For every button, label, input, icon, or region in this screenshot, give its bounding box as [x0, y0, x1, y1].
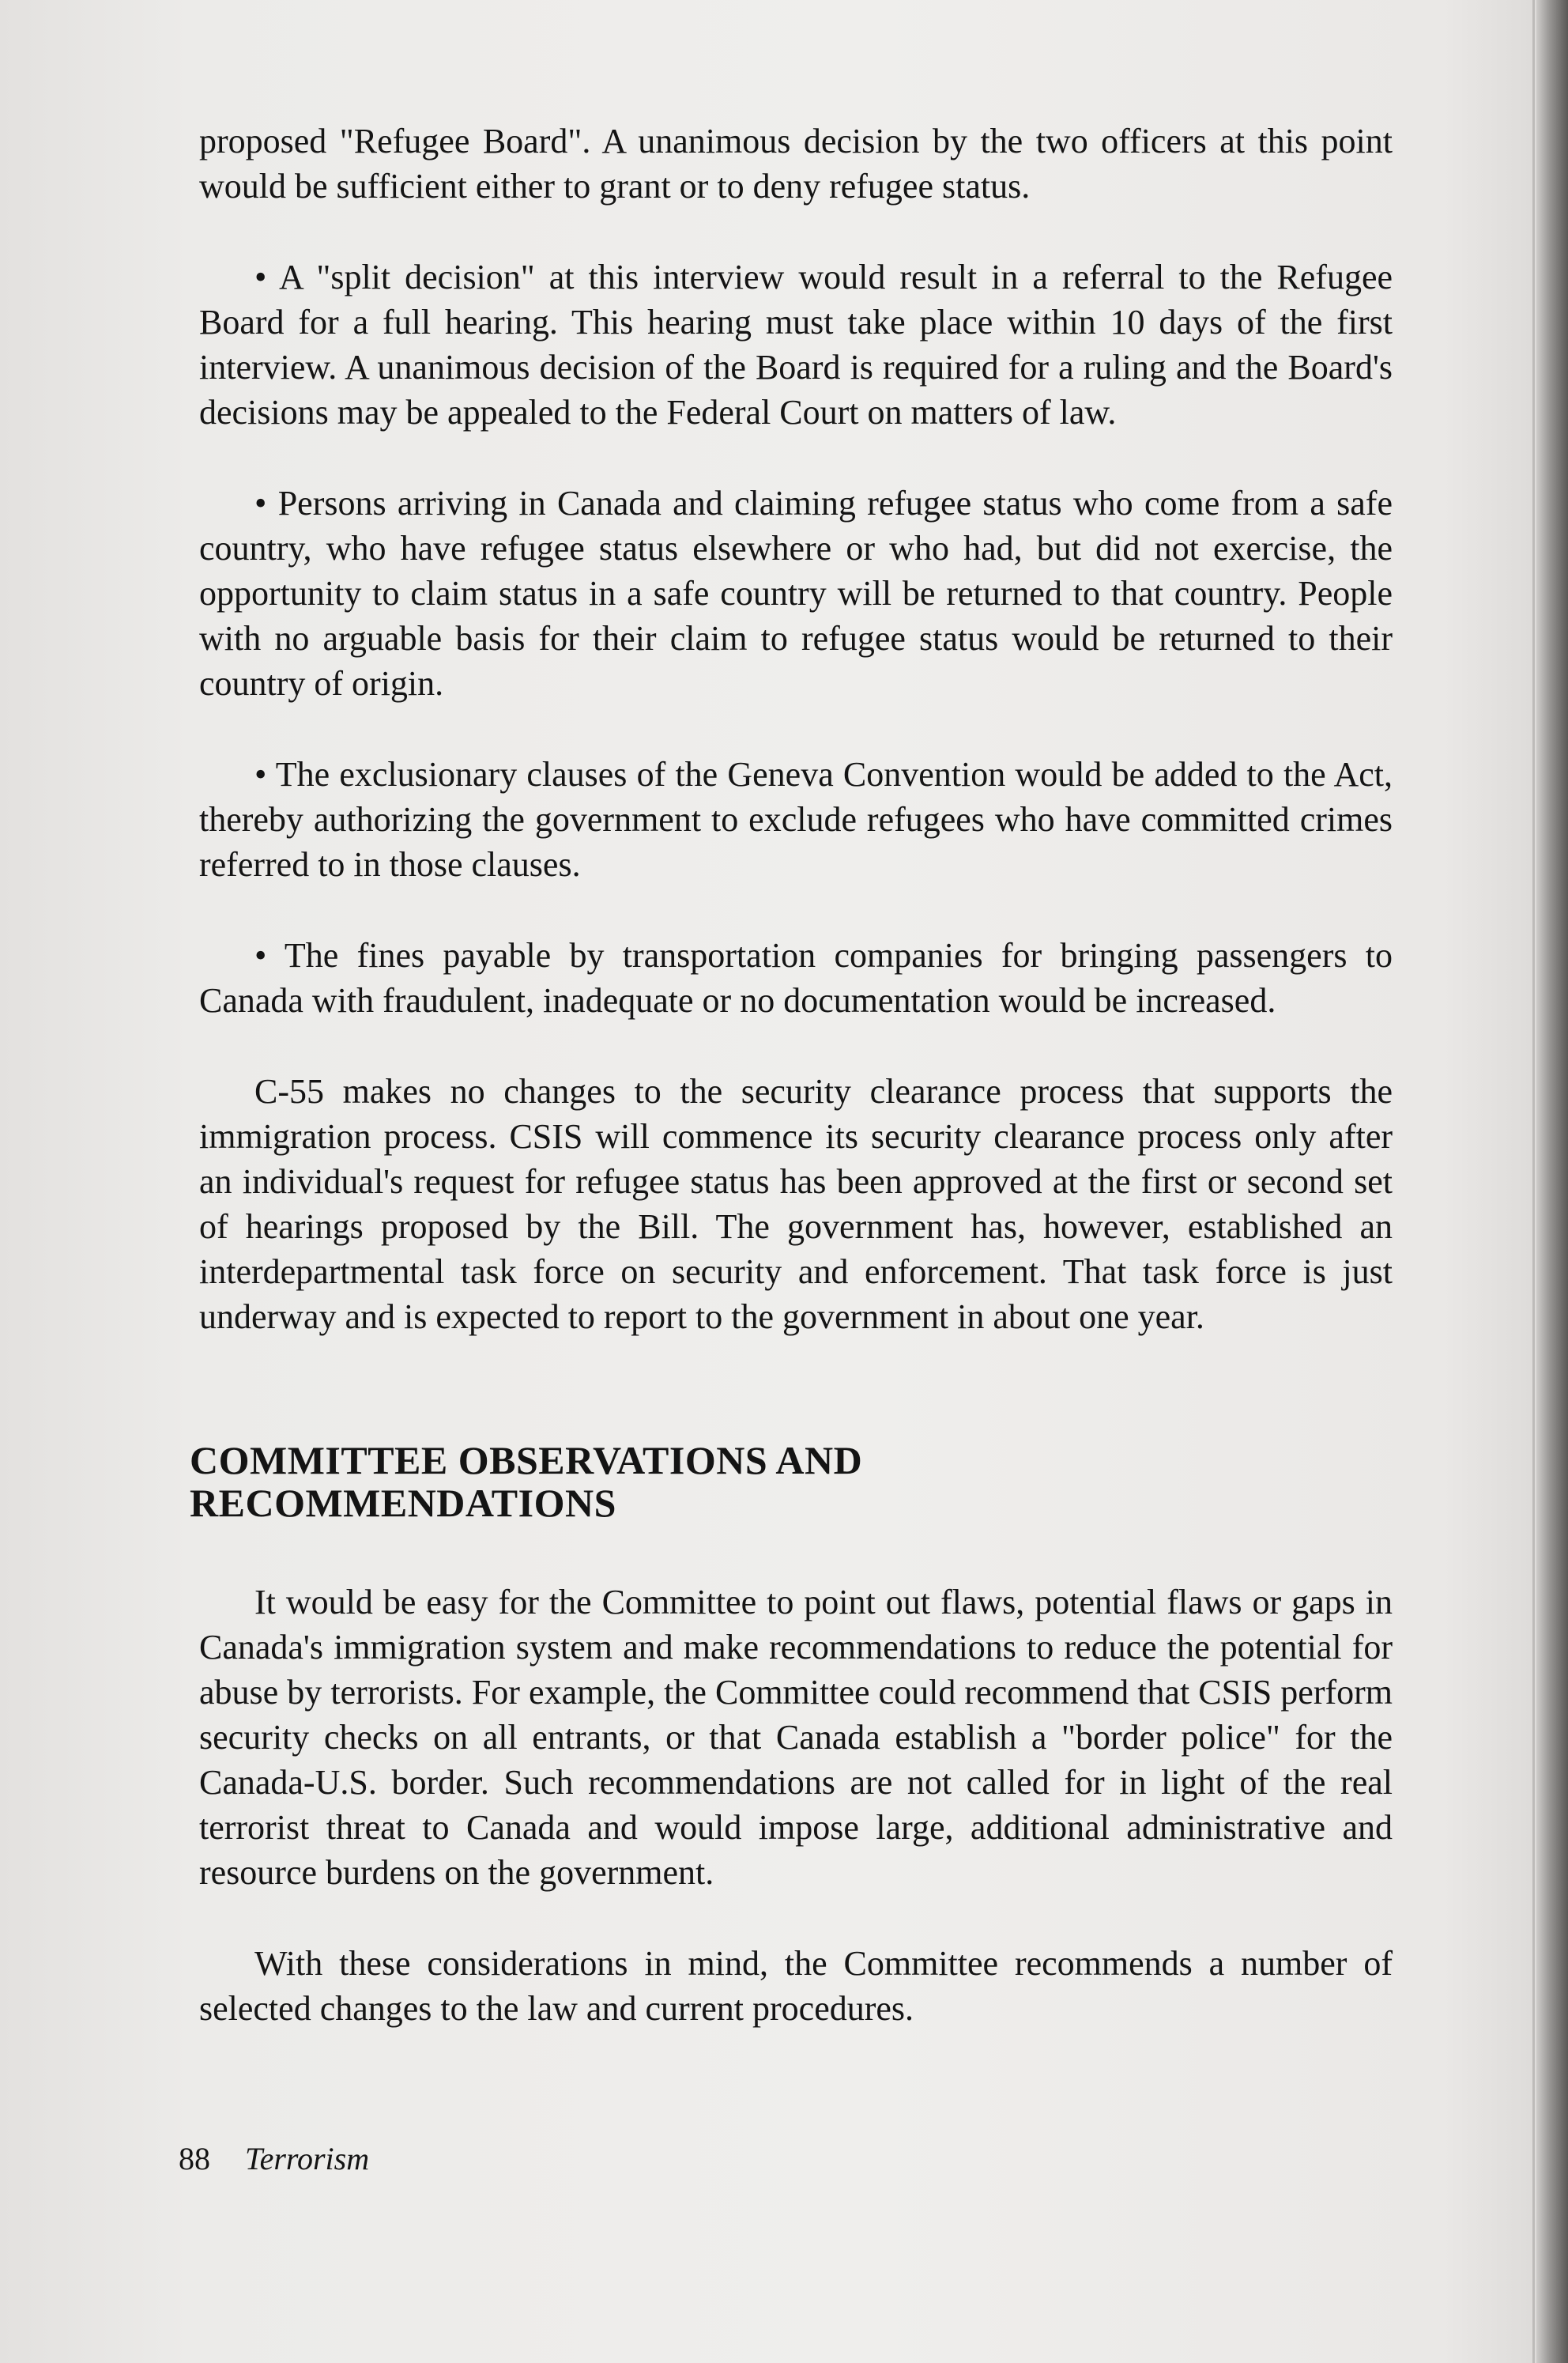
section-heading-line-1: COMMITTEE OBSERVATIONS AND: [190, 1438, 863, 1482]
paragraph-committee-observations: It would be easy for the Committee to point out flaws, potential flaws or gaps in Canada's immigration system and make recommendations to reduce the potential for abuse by terrorists. For example, the Committee could recommend that CSIS perform security checks on all entrants, or that Canada establish a "border police" for the Canada-U.S. border. Such recommendations are not called for in light of the real terrorist threat to Canada and would impose large, additional administrative and resource burdens on the government.: [199, 1583, 1393, 1892]
paragraph-continuation: proposed "Refugee Board". A unanimous decision by the two officers at this point would be sufficient either to grant or to deny refugee status.: [199, 122, 1393, 206]
bullet-split-decision: • A "split decision" at this interview would result in a referral to the Refugee Board for a full hearing. This hearing must take place within 10 days of the first interview. A unanimous decision of the Board is required for a ruling and the Board's decisions may be appealed to the Federal Court on matters of law.: [199, 258, 1393, 432]
section-heading: [190, 1439, 1138, 1524]
section-heading-line-2: RECOMMENDATIONS: [190, 1481, 616, 1525]
book-spine: [1536, 0, 1568, 2363]
bullet-geneva-convention: • The exclusionary clauses of the Geneva Convention would be added to the Act, thereby authorizing the government to exclude refugees who have committed crimes referred to in those clauses.: [199, 755, 1393, 884]
page-fold-line: [1532, 0, 1535, 2363]
paragraph-security-clearance: C-55 makes no changes to the security clearance process that supports the immigration process. CSIS will commence its security clearance process only after an individual's request for refugee status has been approved at the first or second set of hearings proposed by the Bill. The government has, however, established an interdepartmental task force on security and enforcement. That task force is just underway and is expected to report to the government in about one year.: [199, 1072, 1393, 1336]
page-number: 88: [179, 2141, 210, 2176]
running-title: Terrorism: [245, 2141, 370, 2176]
page-footer: [179, 2139, 369, 2179]
bullet-transportation-fines: • The fines payable by transportation companies for bringing passengers to Canada with fraudulent, inadequate or no documentation would be increased.: [199, 936, 1393, 1020]
paragraph-recommendations-intro: With these considerations in mind, the Committee recommends a number of selected changes to the law and current procedures.: [199, 1944, 1393, 2028]
page-body: [190, 119, 1393, 2077]
bullet-safe-country: • Persons arriving in Canada and claiming refugee status who come from a safe country, who have refugee status elsewhere or who had, but did not exercise, the opportunity to claim status in a safe country will be returned to that country. People with no arguable basis for their claim to refugee status would be returned to their country of origin.: [199, 484, 1393, 703]
